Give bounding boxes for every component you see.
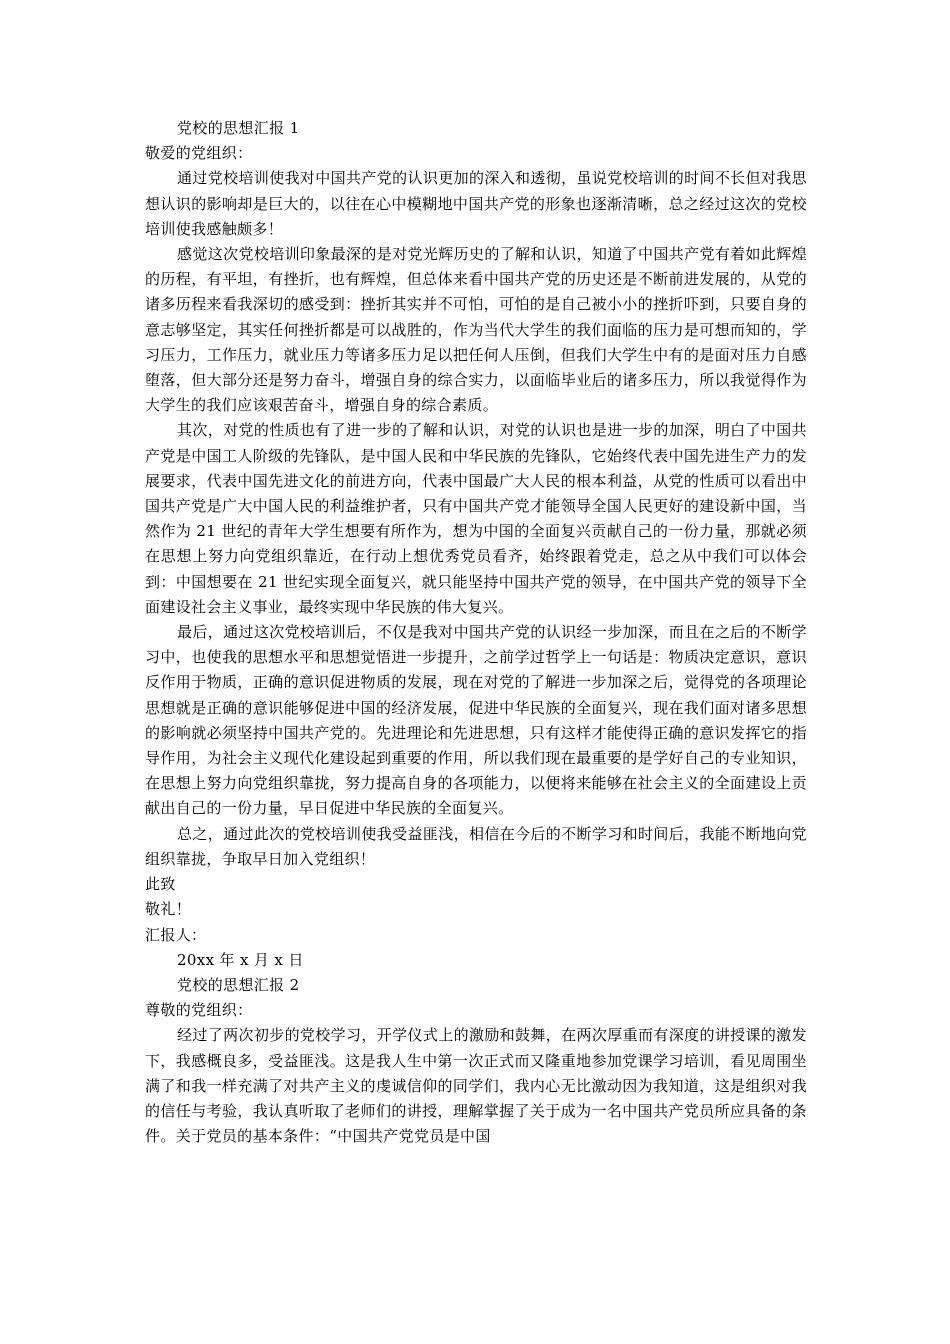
report-1-paragraph-5: 总之，通过此次的党校培训使我受益匪浅，相信在今后的不断学习和时间后，我能不断地向党组织靠拢，争取早日加入党组织！ [145, 824, 807, 868]
report-1-title: 党校的思想汇报 1 [177, 119, 300, 137]
report-1-paragraph-4: 最后，通过这次党校培训后，不仅是我对中国共产党的认识经一步加深，而且在之后的不断学习中，也使我的思想水平和思想觉悟进一步提升，之前学过哲学上一句话是：物质决定意识，意识反作用于物质，正确的意识促进物质的发展，现在对党的了解进一步加深之后，觉得党的各项理论思想就是正确的意识能够促进中国的经济发展，促进中华民族的全面复兴，现在我们面对诸多思想的影响就必须坚持中国共产党的。先进理论和先进思想，只有这样才能使得正确的意识发挥它的指导作用，为社会主义现代化建设起到重要的作用，所以我们现在最重要的是学好自己的专业知识，在思想上努力向党组织靠拢，努力提高自身的各项能力，以便将来能够在社会主义的全面建设上贡献出自己的一份力量，早日促进中华民族的全面复兴。 [145, 623, 807, 818]
report-1-paragraph-1: 通过党校培训使我对中国共产党的认识更加的深入和透彻，虽说党校培训的时间不长但对我思想认识的影响却是巨大的，以往在心中模糊地中国共产党的形象也逐渐清晰，总之经过这次的党校培训使我感触颇多！ [145, 169, 807, 238]
report-1-reporter: 汇报人： [145, 925, 207, 944]
report-2-title: 党校的思想汇报 2 [177, 975, 300, 994]
report-1-closing-line-2: 敬礼！ [145, 900, 192, 919]
report-1-paragraph-3: 其次，对党的性质也有了进一步的了解和认识，对党的认识也是进一步的加深，明白了中国共产党是中国工人阶级的先锋队，是中国人民和中华民族的先锋队，它始终代表中国先进生产力的发展要求，代表中国先进文化的前进方向，代表中国最广大人民的根本利益，从党的性质可以看出中国共产党是广大中国人民的利益维护者，只有中国共产党才能领导全国人民更好的建设新中国，当然作为 21 世纪的青年大学生想要有所作为，想为中国的全面复兴贡献自己的一份力量，那就必须在思想上努力向党组织靠近，在行动上想优秀党员看齐，始终跟着党走，总之从中我们可以体会到：中国想要在 21 世纪实现全面复兴，就只能坚持中国共产党的领导，在中国共产党的领导下全面建设社会主义事业，最终实现中华民族的伟大复兴。 [145, 421, 807, 616]
report-1-closing-line-1: 此致 [145, 875, 176, 894]
document-page [145, 116, 807, 1149]
report-1-paragraph-2: 感觉这次党校培训印象最深的是对党光辉历史的了解和认识，知道了中国共产党有着如此辉煌的历程，有平坦，有挫折，也有辉煌，但总体来看中国共产党的历史还是不断前进发展的，从党的诸多历程来看我深切的感受到：挫折其实并不可怕，可怕的是自己被小小的挫折吓到，只要自身的意志够坚定，其实任何挫折都是可以战胜的，作为当代大学生的我们面临的压力是可想而知的，学习压力，工作压力，就业压力等诸多压力足以把任何人压倒，但我们大学生中有的是面对压力自感堕落，但大部分还是努力奋斗，增强自身的综合实力，以面临毕业后的诸多压力，所以我觉得作为大学生的我们应该艰苦奋斗，增强自身的综合素质。 [145, 245, 807, 415]
report-1-date: 20xx 年 x 月 x 日 [177, 950, 304, 969]
report-1-salutation: 敬爱的党组织： [145, 144, 253, 163]
report-2-paragraph-1: 经过了两次初步的党校学习，开学仪式上的激励和鼓舞，在两次厚重而有深度的讲授课的激发下，我感概良多，受益匪浅。这是我人生中第一次正式而又隆重地参加党课学习培训，看见周围坐满了和我一样充满了对共产主义的虔诚信仰的同学们，我内心无比激动因为我知道，这是组织对我的信任与考验，我认真听取了老师们的讲授，理解掌握了关于成为一名中国共产党员所应具备的条件。关于党员的基本条件：“中国共产党党员是中国 [145, 1026, 807, 1146]
report-2-salutation: 尊敬的党组织： [145, 1001, 253, 1020]
